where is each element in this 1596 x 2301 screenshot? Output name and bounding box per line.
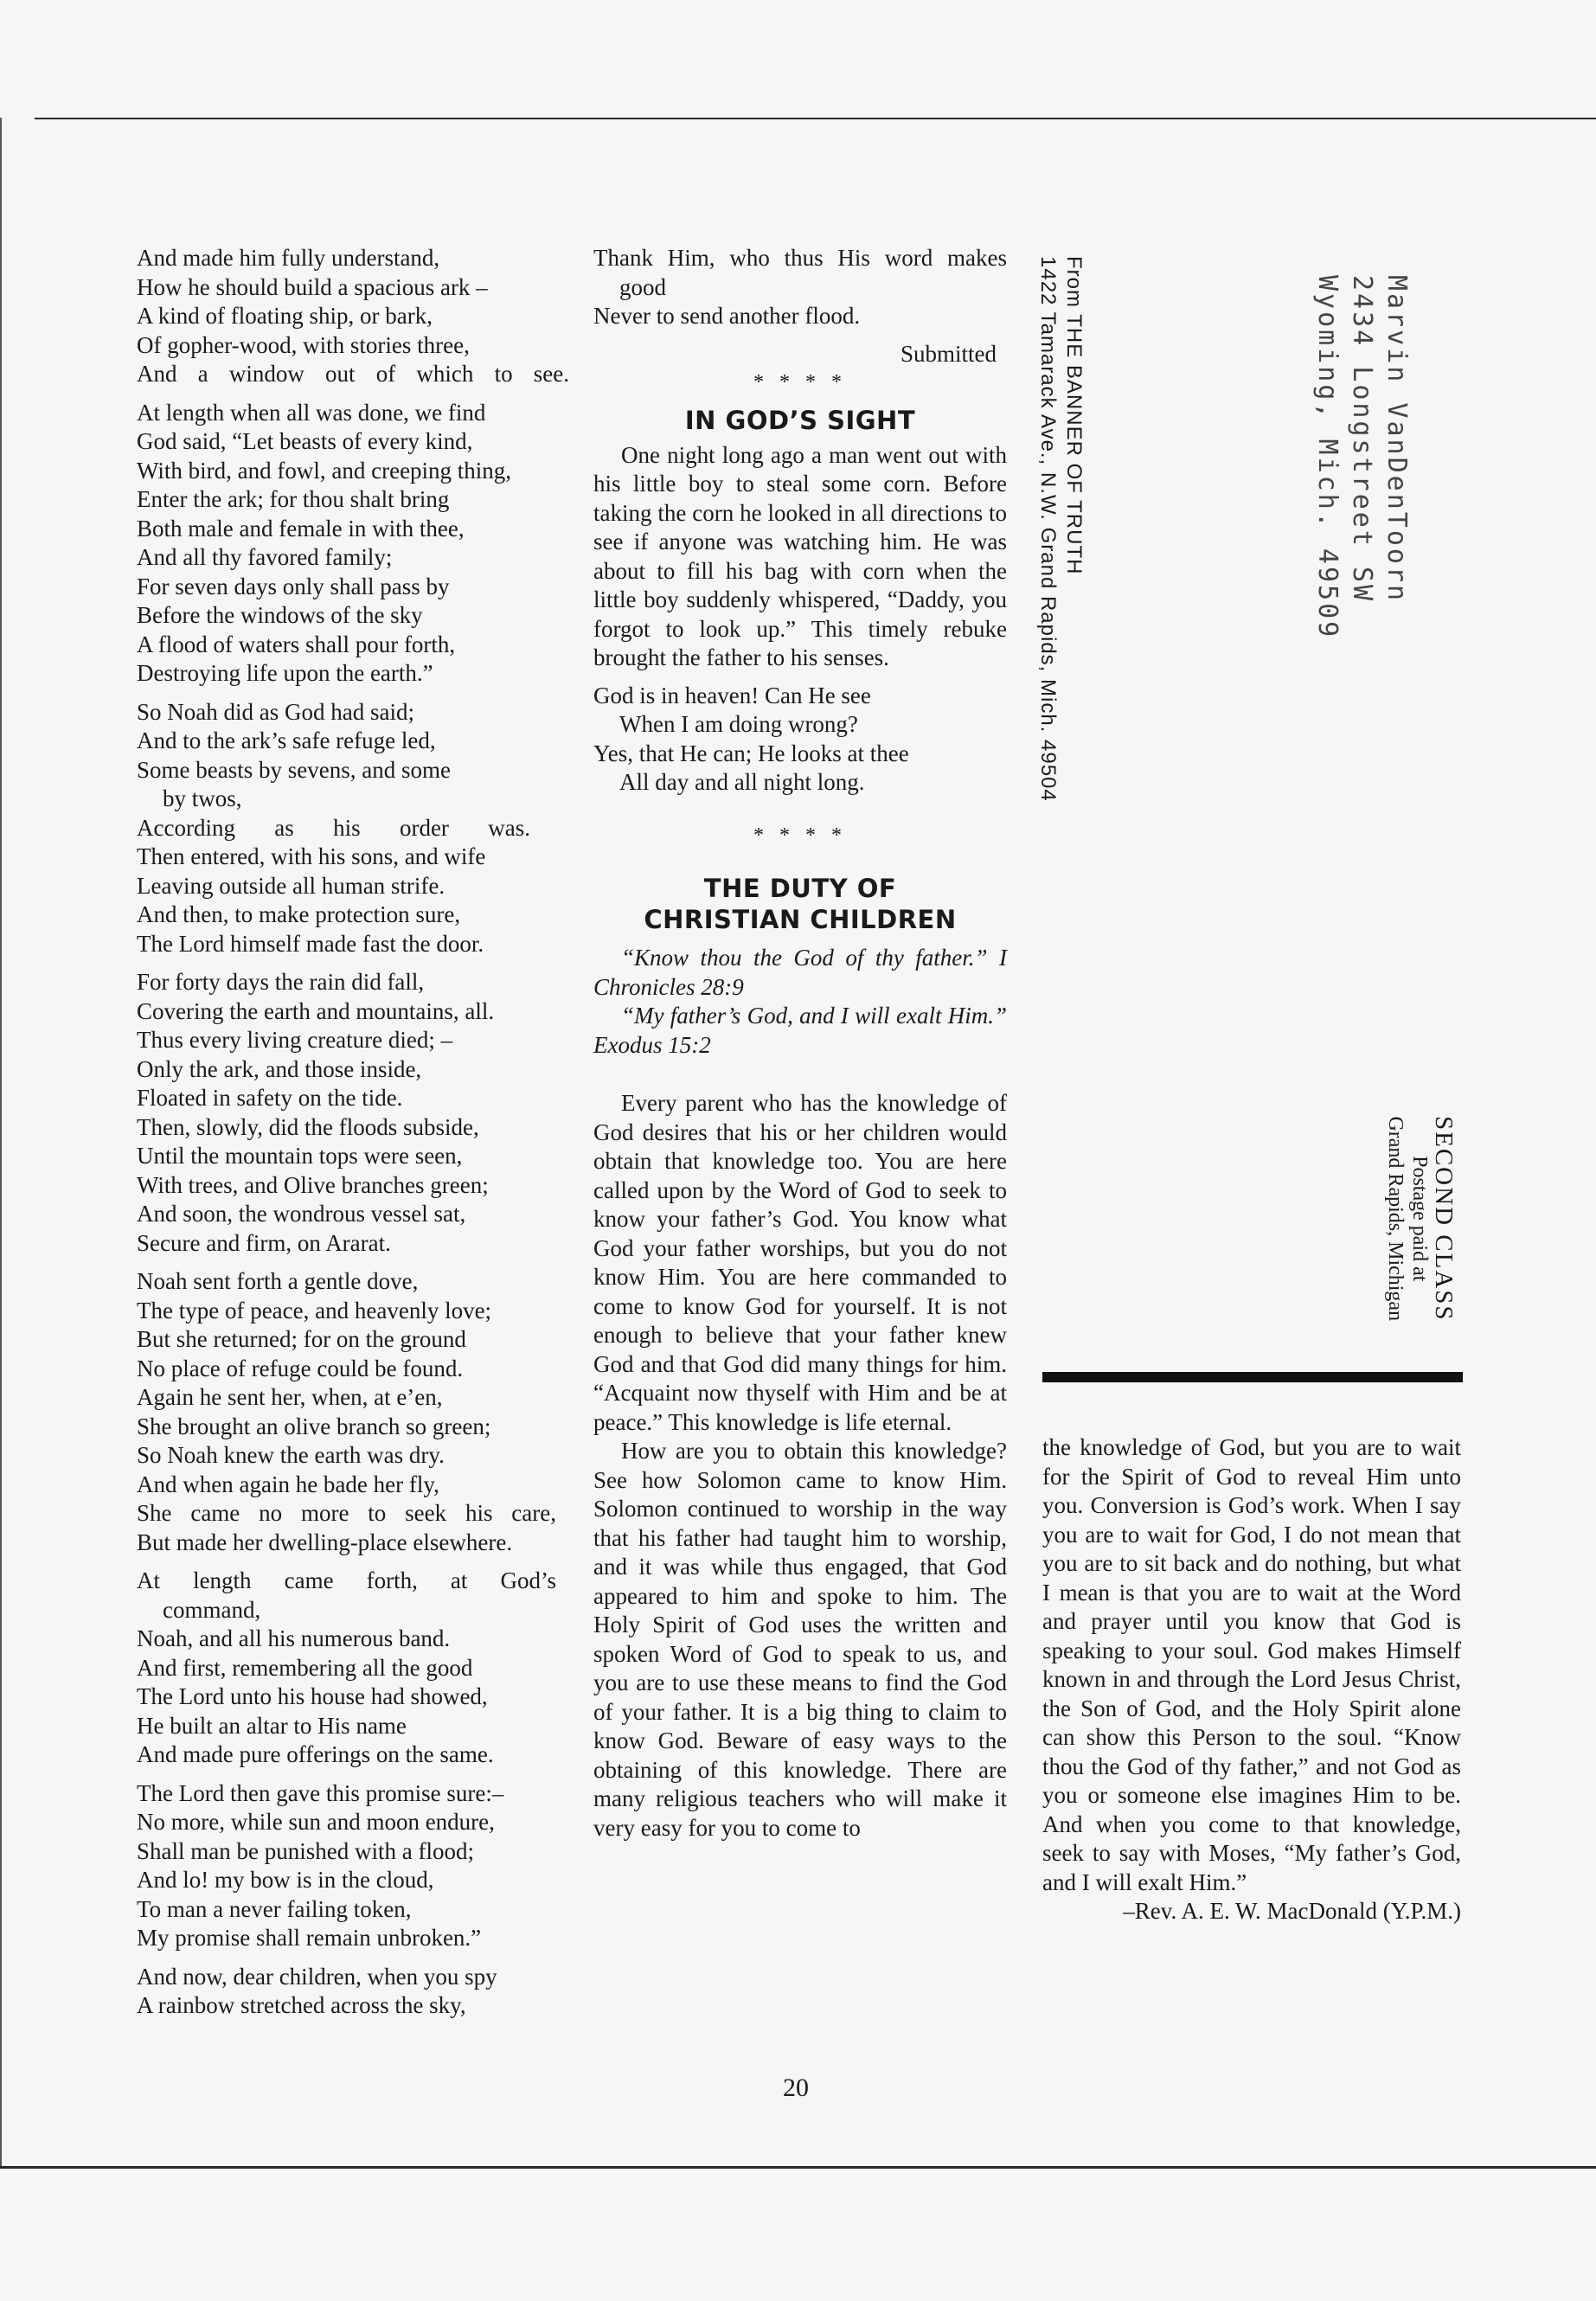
poem-line: Thank Him, who thus His word makes bbox=[593, 245, 1007, 271]
poem-line: And first, remembering all the good bbox=[137, 1654, 473, 1681]
poem-stanza bbox=[137, 1779, 569, 1953]
poem-line: So Noah knew the earth was dry. bbox=[137, 1442, 445, 1468]
scripture-quote: “My father’s God, and I will exalt Him.” Exodus 15:2 bbox=[593, 1003, 1007, 1058]
recipient-address-line: Marvin VanDenToorn bbox=[1381, 275, 1412, 604]
section-divider: * * * * bbox=[753, 824, 847, 847]
poem-line: Some beasts by sevens, and some bbox=[137, 756, 451, 783]
continuation-column bbox=[1042, 1433, 1461, 1926]
poem-line: Thus every living creature died; – bbox=[137, 1027, 453, 1053]
poem-line: And to the ark’s safe refuge led, bbox=[137, 727, 436, 753]
poem-line: Only the ark, and those inside, bbox=[137, 1055, 422, 1082]
postage-class: SECOND CLASS bbox=[1430, 1116, 1458, 1322]
article-title: IN GOD’S SIGHT bbox=[684, 405, 916, 435]
recipient-address-line: Wyoming, Mich. 49509 bbox=[1312, 275, 1343, 640]
poem-line: Then entered, with his sons, and wife bbox=[137, 843, 486, 869]
poem-line: And made pure offerings on the same. bbox=[137, 1741, 494, 1767]
poem-line: How he should build a spacious ark – bbox=[137, 273, 488, 300]
poem-line: And then, to make protection sure, bbox=[137, 901, 461, 927]
poem-line: Noah, and all his numerous band. bbox=[137, 1625, 451, 1651]
poem-line: The type of peace, and heavenly love; bbox=[137, 1297, 492, 1324]
poem-line: Never to send another flood. bbox=[593, 303, 861, 329]
recipient-address bbox=[1310, 275, 1413, 639]
poem-line: But made her dwelling-place elsewhere. bbox=[137, 1529, 513, 1555]
poem-line: But she returned; for on the ground bbox=[137, 1326, 466, 1352]
article-title: THE DUTY OF bbox=[703, 874, 897, 903]
poem-line: She brought an olive branch so green; bbox=[137, 1413, 491, 1439]
poem-stanza bbox=[137, 1567, 569, 1770]
postage-indicia bbox=[1383, 1116, 1456, 1322]
page-number: 20 bbox=[783, 2073, 809, 2102]
article-paragraph: Every parent who has the knowledge of God desires that his or her children would obtain that knowledge too. You are here called upon by the Word of God to seek to know your father’s God. You know what God your father worships, but you do not know Him. You are here commanded to come to know God for yourself. It is not enough to believe that your father knew God and that God did many things for him. “Acquaint now thyself with Him and be at peace.” This knowledge is life eternal. bbox=[593, 1090, 1007, 1435]
poem-line: Enter the ark; for thou shalt bring bbox=[137, 486, 450, 512]
article-column bbox=[593, 244, 1007, 1843]
poem-line: Then, slowly, did the floods subside, bbox=[137, 1113, 479, 1140]
article-paragraph: the knowledge of God, but you are to wait for the Spirit of God to reveal Him unto you. Conversion is God’s work. When I say you are to wait for God, I do not mean that you are to sit back and do nothing, but what I mean is that you are to wait at the Word and prayer until you know that God is speaking to your soul. God makes Himself known in and through the Lord Jesus Christ, the Son of God, and the Holy Spirit alone can show this Person to the soul. “Know thou the God of thy father,” and not God as you or someone else imagines Him to be. And when you come to that knowledge, seek to say with Moses, “My father’s God, and I will exalt Him.” bbox=[1042, 1434, 1461, 1895]
poem-line: According as his order was. bbox=[137, 814, 530, 841]
poem-line: A flood of waters shall pour forth, bbox=[137, 631, 456, 657]
return-address bbox=[1035, 256, 1086, 802]
poem-stanza bbox=[137, 244, 569, 389]
poem-line: Covering the earth and mountains, all. bbox=[137, 997, 495, 1024]
poem-stanza bbox=[137, 1963, 569, 2021]
poem-line: Until the mountain tops were seen, bbox=[137, 1143, 463, 1169]
article-title: CHRISTIAN CHILDREN bbox=[644, 905, 957, 934]
poem-line: And soon, the wondrous vessel sat, bbox=[137, 1201, 466, 1227]
poem-line: A kind of floating ship, or bark, bbox=[137, 303, 433, 329]
verse-line: When I am doing wrong? bbox=[619, 711, 858, 737]
verse-line: All day and all night long. bbox=[619, 769, 865, 795]
article-paragraph: How are you to obtain this knowledge? See how Solomon came to know Him. Solomon continued to worship in the way that his father had taught him to worship, and it was while thus engaged, that God appeared to him and spoke to him. The Holy Spirit of God uses the written and spoken Word of God to speak to us, and you are to use these means to find the God of your father. It is a big thing to claim to know God. Beware of easy ways to the obtaining of this knowledge. There are many religious teachers who will make it very easy for you to come to bbox=[593, 1438, 1007, 1841]
poem-line: command, bbox=[163, 1596, 261, 1623]
poem-line: With trees, and Olive branches green; bbox=[137, 1171, 489, 1198]
submitted-credit: Submitted bbox=[900, 340, 997, 367]
poem-line: So Noah did as God had said; bbox=[137, 698, 414, 725]
author-signature: –Rev. A. E. W. MacDonald (Y.P.M.) bbox=[1123, 1898, 1461, 1924]
postage-line: Postage paid at bbox=[1408, 1156, 1431, 1282]
poem-line: No more, while sun and moon endure, bbox=[137, 1809, 495, 1835]
poem-line: And lo! my bow is in the cloud, bbox=[137, 1867, 434, 1893]
scripture-quote: “Know thou the God of thy father.” I Chronicles 28:9 bbox=[593, 945, 1007, 1000]
poem-line: by twos, bbox=[163, 785, 242, 811]
poem-line: No place of refuge could be found. bbox=[137, 1355, 464, 1381]
return-address-line: 1422 Tamarack Ave., N.W. Grand Rapids, Mich. 49504 bbox=[1036, 256, 1060, 802]
poem-line: Both male and female in with thee, bbox=[137, 515, 465, 542]
poem-line: And made him fully understand, bbox=[137, 245, 440, 271]
poem-line: Of gopher-wood, with stories three, bbox=[137, 331, 470, 358]
poem-line: The Lord himself made fast the door. bbox=[137, 930, 484, 957]
poem-line: And when again he bade her fly, bbox=[137, 1471, 439, 1497]
verse-line: Yes, that He can; He looks at thee bbox=[593, 740, 909, 766]
return-address-line: From THE BANNER OF TRUTH bbox=[1062, 256, 1086, 575]
poem-line: Secure and firm, on Ararat. bbox=[137, 1229, 391, 1256]
page-edge-top bbox=[35, 118, 1596, 119]
recipient-address-line: 2434 Longstreet SW bbox=[1347, 275, 1377, 604]
poem-line: The Lord then gave this promise sure:– bbox=[137, 1779, 504, 1806]
section-divider: * * * * bbox=[753, 371, 847, 394]
poem-line: He built an altar to His name bbox=[137, 1712, 407, 1739]
verse-line: God is in heaven! Can He see bbox=[593, 682, 871, 708]
poem-line: Floated in safety on the tide. bbox=[137, 1085, 403, 1111]
postage-line: Grand Rapids, Michigan bbox=[1384, 1116, 1407, 1322]
poem-line: At length when all was done, we find bbox=[137, 399, 486, 426]
poem-line: My promise shall remain unbroken.” bbox=[137, 1925, 482, 1951]
poem-line: Shall man be punished with a flood; bbox=[137, 1837, 474, 1864]
section-rule bbox=[1042, 1372, 1463, 1382]
poem-line: The Lord unto his house had showed, bbox=[137, 1683, 488, 1709]
page-edge-bottom bbox=[0, 2166, 1596, 2169]
poem-line: And now, dear children, when you spy bbox=[137, 1963, 497, 1990]
poem-line: For seven days only shall pass by bbox=[137, 573, 450, 599]
poem-line: And all thy favored family; bbox=[137, 544, 393, 570]
poem-stanza bbox=[137, 399, 569, 689]
poem-line: Before the windows of the sky bbox=[137, 602, 423, 628]
poem-line: To man a never failing token, bbox=[137, 1895, 412, 1922]
poem-line: For forty days the rain did fall, bbox=[137, 969, 425, 995]
page-edge-left bbox=[0, 118, 2, 2168]
poem-line: With bird, and fowl, and creeping thing, bbox=[137, 457, 512, 484]
poem-stanza bbox=[137, 698, 569, 959]
verse bbox=[593, 682, 1007, 798]
poem-line: Destroying life upon the earth.” bbox=[137, 660, 433, 686]
poem-line: good bbox=[619, 273, 666, 300]
poem-stanza bbox=[137, 1267, 569, 1557]
poem-line: God said, “Let beasts of every kind, bbox=[137, 428, 473, 454]
poem-line: A rainbow stretched across the sky, bbox=[137, 1992, 466, 2018]
poem-line: At length came forth, at God’s bbox=[137, 1567, 556, 1593]
poem-line: And a window out of which to see. bbox=[137, 361, 569, 387]
poem-stanza bbox=[137, 968, 569, 1258]
poem-line: Leaving outside all human strife. bbox=[137, 872, 445, 899]
poem-line: Again he sent her, when, at e’en, bbox=[137, 1384, 443, 1410]
article-paragraph: One night long ago a man went out with his little boy to steal some corn. Before taking the corn he looked in all directions to see if anyone was watching him. He was about to fill his bag with corn when the little boy suddenly whispered, “Daddy, you forgot to look up.” This timely rebuke brought the father to his senses. bbox=[593, 441, 1007, 670]
poem-column bbox=[137, 244, 569, 2030]
poem-line: She came no more to seek his care, bbox=[137, 1500, 556, 1526]
poem-line: Noah sent forth a gentle dove, bbox=[137, 1268, 419, 1294]
